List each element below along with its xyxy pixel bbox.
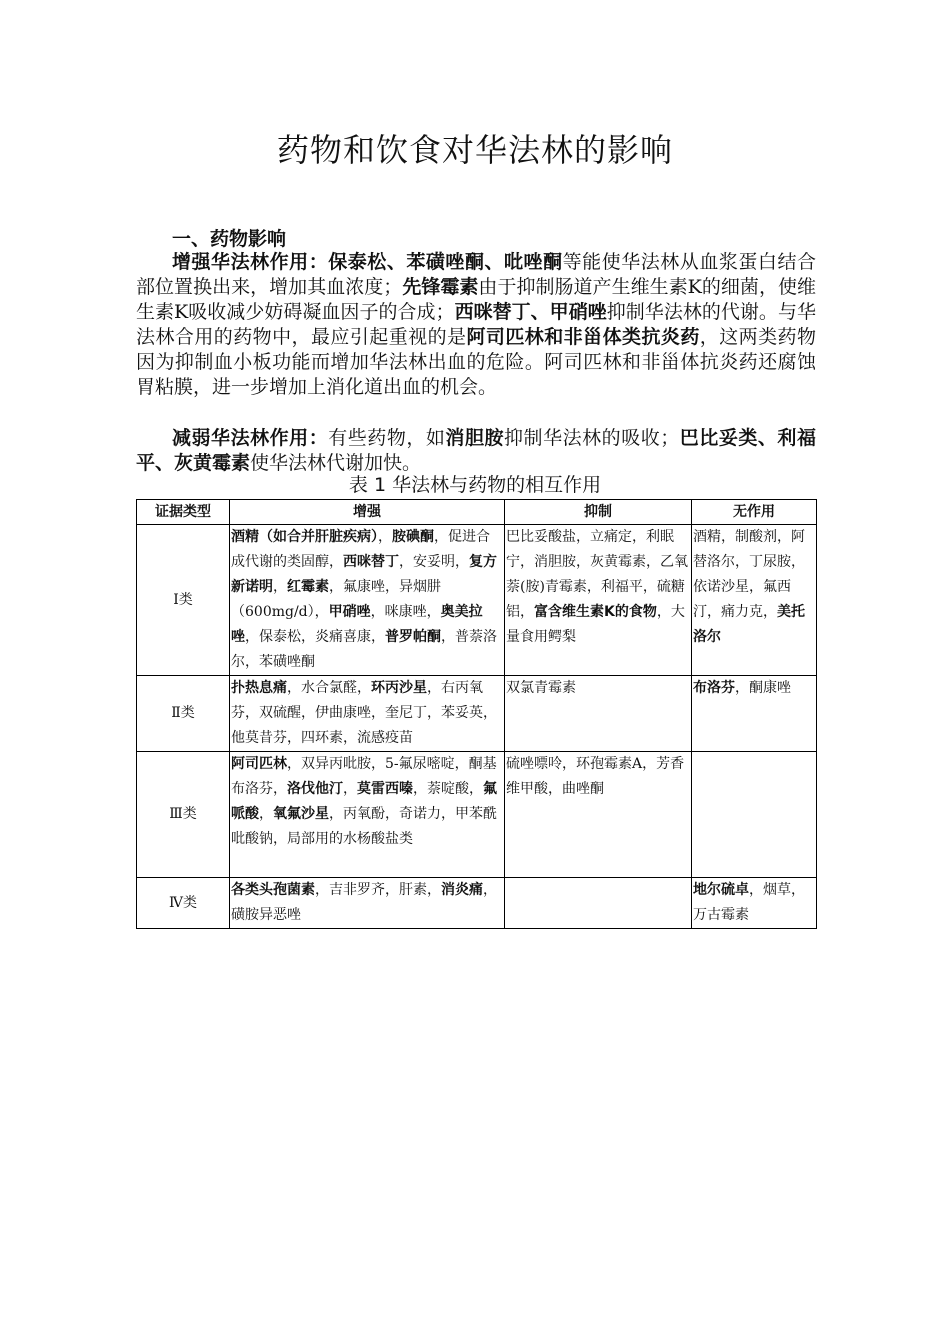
text-run: ，吉非罗齐，肝素， [315,882,441,898]
text-run: ，磺胺异恶唑 [231,882,497,923]
text-run: ， [259,806,273,822]
bold-text-run: 地尔硫卓 [693,882,749,898]
bold-text-run: 红霉素 [287,579,329,595]
text-run: ，保泰松，炎痛喜康， [245,629,385,645]
text-run: ，丙氧酚，奇诺力，甲苯酰吡酸钠，局部用的水杨酸盐类 [231,806,497,847]
evidence-category-cell: Ⅳ类 [137,878,230,929]
text-run: ，萘啶酸， [413,781,483,797]
header-inhibit: 抑制 [505,500,692,525]
text-run: 抑制华法林的吸收； [504,427,680,449]
inhibit-cell [505,676,692,752]
bold-text-run: 消炎痛 [441,882,483,898]
bold-text-run: 减弱华法林作用： [172,427,329,449]
text-run: ，促进合成代谢的类固醇， [231,529,490,570]
bold-text-run: 布洛芬 [693,680,735,696]
bold-text-run: 扑热息痛 [231,680,287,696]
enhance-cell [230,752,505,878]
bold-text-run: 阿司匹林和非甾体类抗炎药 [466,326,700,348]
header-evidence-type: 证据类型 [137,500,230,525]
section-heading-drug-effects: 一、药物影响 [172,228,287,250]
text-run: 抑制华法林的代谢。与华法林合用的药物中，最应引起重视的是 [136,301,816,348]
enhance-cell [230,525,505,676]
table-header-row [137,500,817,525]
bold-text-run: 阿司匹林 [231,756,287,772]
no-effect-cell [692,525,817,676]
bold-text-run: 复方新诺明 [231,554,497,595]
text-run: 有些药物，如 [328,427,446,449]
table-row [137,676,817,752]
text-run: 巴比妥酸盐，立痛定，利眠宁，消胆胺，灰黄霉素，乙氧萘(胺)青霉素，利福平，硫糖铝， [506,529,688,620]
inhibit-cell [505,752,692,878]
text-run: 等能使华法林从血浆蛋白结合部位置换出来，增加其血浓度； [136,251,816,298]
bold-text-run: 保泰松、苯磺唑酮、吡唑酮 [328,251,563,273]
bold-text-run: 酒精（如合并肝脏疾病） [231,529,378,545]
bold-text-run: 西咪替丁、甲硝唑 [454,301,607,323]
text-run: ， [343,781,357,797]
text-run: 硫唑嘌呤，环孢霉素A，芳香维甲酸，曲唑酮 [506,756,685,797]
text-run: ，右丙氧芬，双硫醒，伊曲康唑，奎尼丁，苯妥英，他莫昔芬，四环素，流感疫苗 [231,680,497,746]
bold-text-run: 甲硝唑 [328,604,371,620]
text-run: ，安妥明， [399,554,469,570]
no-effect-cell [692,752,817,878]
paragraph-enhance-effect [136,250,816,400]
header-enhance: 增强 [230,500,505,525]
text-run: ，水合氯醛， [287,680,371,696]
text-run: 使华法林代谢加快。 [250,452,422,474]
bold-text-run: 先锋霉素 [402,276,479,298]
bold-text-run: 普罗帕酮 [385,629,441,645]
text-run: ，烟草，万古霉素 [693,882,805,923]
no-effect-cell [692,878,817,929]
table-row [137,752,817,878]
text-run: 双氯青霉素 [506,680,576,696]
enhance-cell [230,676,505,752]
text-run: ，酮康唑 [735,680,791,696]
text-run: ，氟康唑，异烟肼（600mg/d）， [231,579,441,620]
bold-text-run: 氧氟沙星 [273,806,329,822]
text-run: ， [273,579,287,595]
text-run: ， [378,529,392,545]
bold-text-run: 胺碘酮 [392,529,434,545]
paragraph-reduce-effect [136,426,816,476]
evidence-category-cell: Ⅲ类 [137,752,230,878]
interaction-table [136,499,817,929]
bold-text-run: 奥美拉唑 [231,604,483,645]
bold-text-run: 美托洛尔 [693,604,805,645]
no-effect-cell [692,676,817,752]
bold-text-run: 莫雷西嗪 [357,781,413,797]
bold-text-run: 各类头孢菌素 [231,882,315,898]
inhibit-cell [505,878,692,929]
bold-text-run: 增强华法林作用： [172,251,329,273]
document-title: 药物和饮食对华法林的影响 [276,131,673,169]
bold-text-run: 氟哌酸 [231,781,497,822]
bold-text-run: 巴比妥类、利福平、灰黄霉素 [136,427,816,474]
text-run: ，双异丙吡胺，5-氟尿嘧啶，酮基布洛芬， [231,756,497,797]
header-no-effect: 无作用 [692,500,817,525]
table-row [137,878,817,929]
text-run: ，这两类药物因为抑制血小板功能而增加华法林出血的危险。阿司匹林和非甾体抗炎药还腐蚀胃粘膜，进一步增加上消化道出血的机会。 [136,326,816,398]
bold-text-run: 洛伐他汀 [287,781,343,797]
table-row [137,525,817,676]
bold-text-run: 富含维生素K的食物 [534,604,657,620]
evidence-category-cell: Ⅰ类 [137,525,230,676]
inhibit-cell [505,525,692,676]
bold-text-run: 消胆胺 [445,427,505,449]
bold-text-run: 西咪替丁 [343,554,399,570]
text-run: 由于抑制肠道产生维生素K的细菌，使维生素K吸收减少妨碍凝血因子的合成； [136,276,816,323]
text-run: ，大量食用鳄梨 [506,604,685,645]
evidence-category-cell: Ⅱ类 [137,676,230,752]
bold-text-run: 环丙沙星 [371,680,427,696]
enhance-cell [230,878,505,929]
text-run: 酒精，制酸剂，阿替洛尔，丁尿胺，依诺沙星，氟西汀，痛力克， [693,529,805,620]
text-run: ，普萘洛尔，苯磺唑酮 [231,629,497,670]
text-run: ，咪康唑， [370,604,441,620]
table-caption: 表 1 华法林与药物的相互作用 [348,474,602,496]
